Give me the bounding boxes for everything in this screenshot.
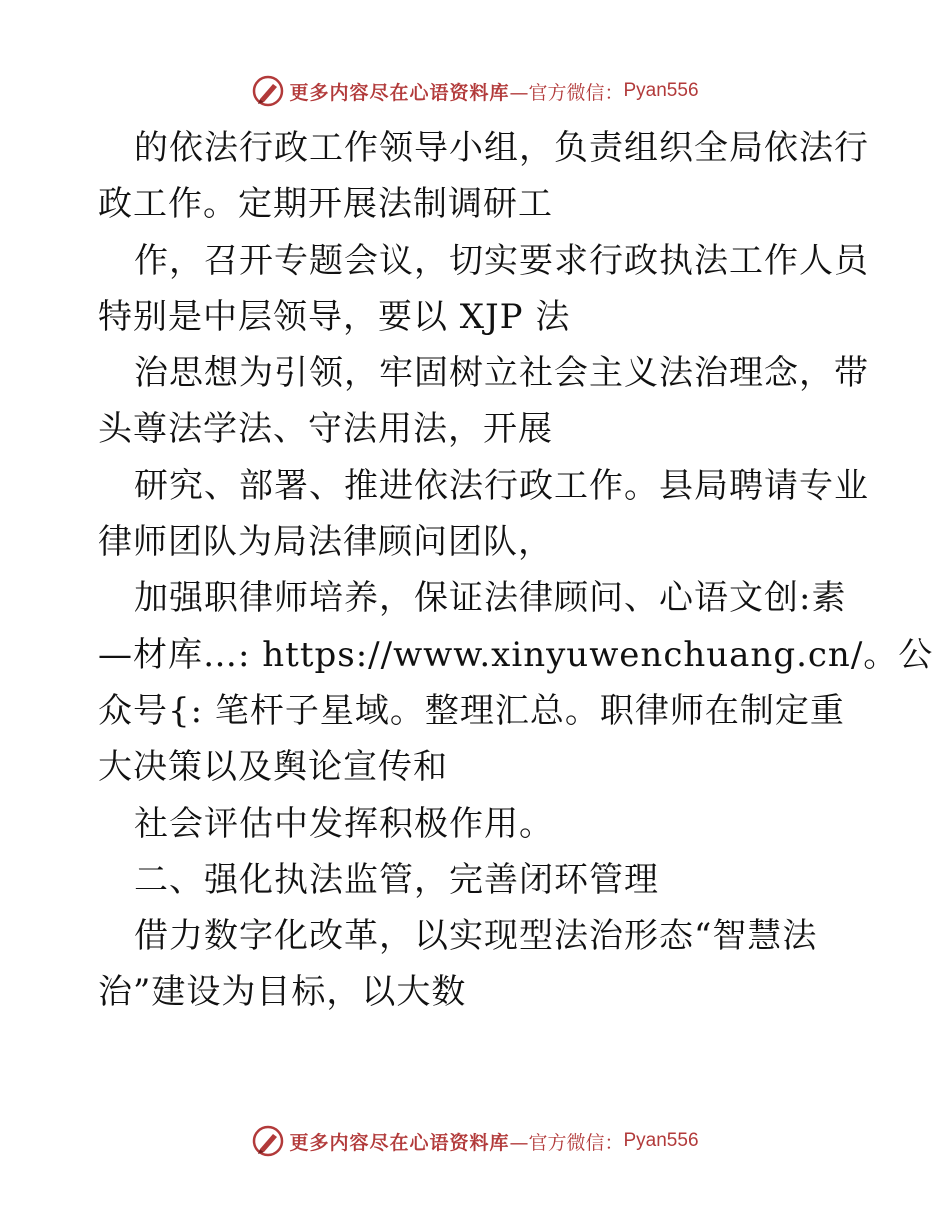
text-line: 政工作。定期开展法制调研工 [98,184,553,225]
text-line: 研究、部署、推进依法行政工作。县局聘请专业 [134,465,869,506]
section-heading: 二、强化执法监管，完善闭环管理 [134,859,659,900]
text-line: 作，召开专题会议，切实要求行政执法工作人员 [134,240,869,281]
text-line: 大决策以及舆论宣传和 [98,747,448,788]
document-body [98,120,934,1021]
header-banner [0,71,950,111]
text-line: 加强职律师培养，保证法律顾问、心语文创:素 [134,578,847,619]
footer-banner [0,1121,950,1161]
text-line: 众号{: 笔杆子星域。整理汇总。职律师在制定重 [98,690,845,731]
banner-text: 更多内容尽在心语资料库 [289,1131,510,1154]
pen-logo-icon [251,1124,285,1158]
text-line: 律师团队为局法律顾问团队， [98,522,553,563]
text-line: 头尊法学法、守法用法，开展 [98,409,553,450]
banner-wechat-id: Pyan556 [623,80,699,101]
text-line: 特别是中层领导，要以 XJP 法 [98,296,571,337]
banner-separator: —官方微信： [509,81,624,104]
text-line: 治思想为引领，牢固树立社会主义法治理念，带 [134,353,869,394]
text-line: 借力数字化改革，以实现型法治形态“智慧法 [134,916,818,957]
text-line: 社会评估中发挥积极作用。 [134,803,554,844]
banner-separator: —官方微信： [509,1131,624,1154]
banner-wechat-id: Pyan556 [623,1130,699,1151]
text-line: —材库…: https://www.xinyuwenchuang.cn/。公 [98,634,934,675]
banner-text: 更多内容尽在心语资料库 [289,81,510,104]
pen-logo-icon [251,74,285,108]
text-line: 的依法行政工作领导小组，负责组织全局依法行 [134,128,869,168]
text-line: 治”建设为目标，以大数 [98,972,467,1013]
